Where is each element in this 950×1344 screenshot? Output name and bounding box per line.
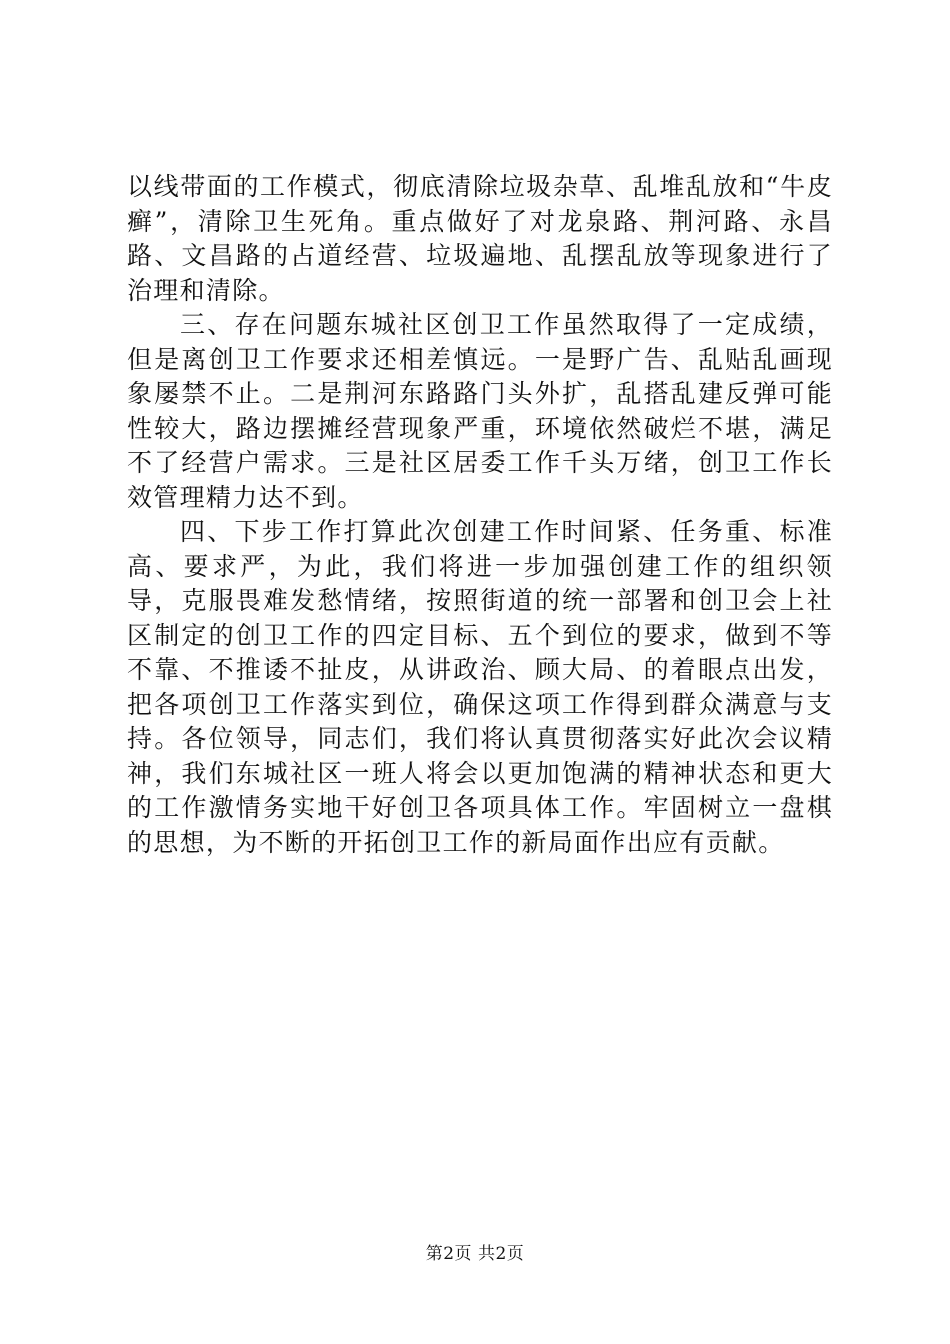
page-footer: 第2页 共2页 xyxy=(425,1244,525,1264)
document-body xyxy=(127,170,833,860)
paragraph-continuation: 以线带面的工作模式，彻底清除垃圾杂草、乱堆乱放和“牛皮癣”，清除卫生死角。重点做好了对龙泉路、荆河路、永昌路、文昌路的占道经营、垃圾遍地、乱摆乱放等现象进行了治理和清除。 xyxy=(127,172,833,305)
paragraph-problems: 三、存在问题东城社区创卫工作虽然取得了一定成绩，但是离创卫工作要求还相差慎远。一是野广告、乱贴乱画现象屡禁不止。二是荆河东路路门头外扩，乱搭乱建反弹可能性较大，路边摆摊经营现象严重，环境依然破烂不堪，满足不了经营户需求。三是社区居委工作千头万绪，创卫工作长效管理精力达不到。 xyxy=(127,310,833,512)
paragraph-next-steps: 四、下步工作打算此次创建工作时间紧、任务重、标准高、要求严，为此，我们将进一步加强创建工作的组织领导，克服畏难发愁情绪，按照街道的统一部署和创卫会上社区制定的创卫工作的四定目标、五个到位的要求，做到不等不靠、不推诿不扯皮，从讲政治、顾大局、的着眼点出发，把各项创卫工作落实到位，确保这项工作得到群众满意与支持。各位领导，同志们，我们将认真贯彻落实好此次会议精神，我们东城社区一班人将会以更加饱满的精神状态和更大的工作激情务实地干好创卫各项具体工作。牢固树立一盘棋的思想，为不断的开拓创卫工作的新局面作出应有贡献。 xyxy=(127,517,833,857)
